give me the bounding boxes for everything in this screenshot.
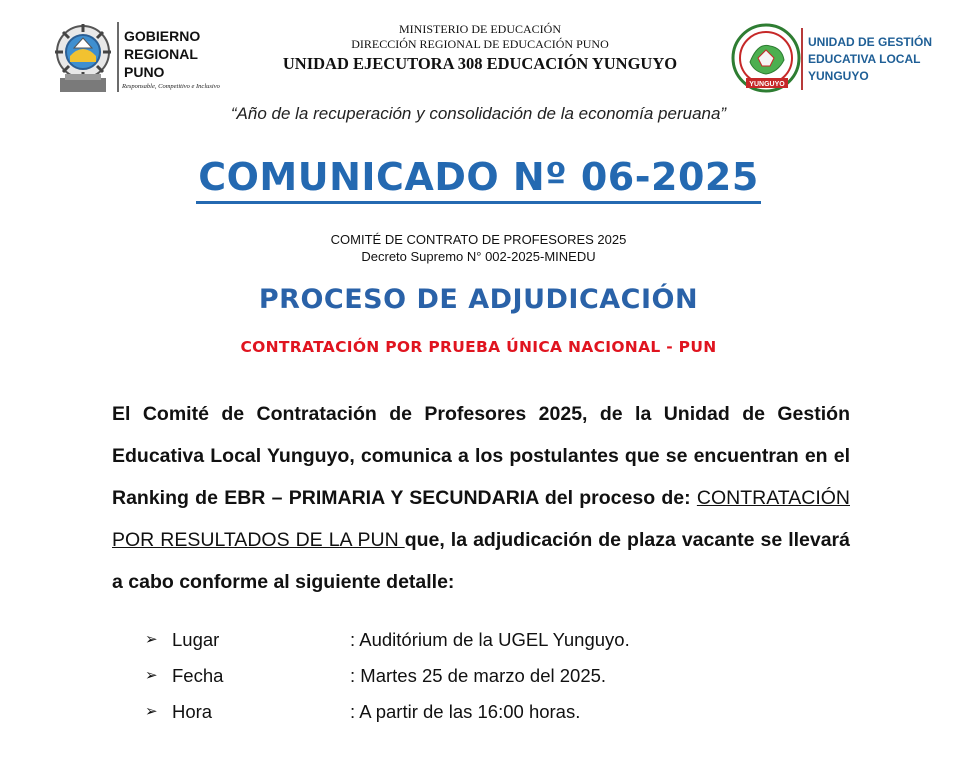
header-divider-left — [117, 22, 119, 92]
ugel-line-3: YUNGUYO — [808, 69, 869, 83]
body-underlined: CONTRATACIÓN POR RESULTADOS DE LA PUN — [112, 487, 850, 551]
gr-line-1: GOBIERNO — [124, 28, 201, 44]
ugel-line-1: UNIDAD DE GESTIÓN — [808, 35, 933, 49]
gr-line-2: REGIONAL — [124, 46, 198, 62]
detail-value: : A partir de las 16:00 horas. — [350, 701, 581, 722]
committee-name: COMITÉ DE CONTRATO DE PROFESORES 2025 — [330, 232, 627, 247]
communique-title — [0, 153, 957, 204]
body-part-2: que, la adjudicación de plaza vacante se llevará a cabo conforme al siguiente detalle: — [112, 529, 850, 593]
communique-title-text: COMUNICADO Nº 06-2025 — [196, 153, 761, 204]
body-part-1: El Comité de Contratación de Profesores 2025, de la Unidad de Gestión Educativa Local Yunguyo, comunica a los postulantes que se encuentran en el Ranking de EBR – PRIMARIA Y SECUNDARIA del proceso de: — [112, 403, 850, 509]
arrow-bullet-icon: ➢ — [145, 703, 158, 720]
detail-label: Lugar — [172, 629, 220, 650]
ugel-yunguyo-seal — [730, 22, 804, 96]
body-paragraph — [112, 393, 850, 603]
gr-slogan: Responsable, Competitivo e Inclusivo — [122, 83, 220, 90]
detail-value: : Martes 25 de marzo del 2025. — [350, 665, 607, 686]
process-title: PROCESO DE ADJUDICACIÓN — [258, 284, 699, 315]
arrow-bullet-icon: ➢ — [145, 631, 158, 648]
arrow-bullet-icon: ➢ — [145, 667, 158, 684]
ugel-name — [808, 34, 932, 85]
executing-unit: UNIDAD EJECUTORA 308 EDUCACIÓN YUNGUYO — [282, 54, 678, 73]
ministry-name: MINISTERIO DE EDUCACIÓN — [399, 22, 561, 36]
detail-value: : Auditórium de la UGEL Yunguyo. — [350, 629, 630, 650]
supreme-decree: Decreto Supremo N° 002-2025-MINEDU — [361, 249, 596, 264]
committee-block — [0, 231, 957, 265]
year-motto: “Año de la recuperación y consolidación de la economía peruana” — [230, 104, 727, 123]
regional-direction: DIRECCIÓN REGIONAL DE EDUCACIÓN PUNO — [351, 37, 609, 51]
header-divider-right — [801, 28, 803, 90]
gobierno-regional-puno-logo — [52, 22, 114, 98]
process-subtitle: CONTRATACIÓN POR PRUEBA ÚNICA NACIONAL - PUN — [240, 338, 717, 356]
detail-label: Hora — [172, 701, 213, 722]
institution-heading — [230, 22, 730, 75]
seal-banner-text: YUNGUYO — [749, 81, 785, 88]
gr-line-3: PUNO — [124, 64, 165, 80]
detail-label: Fecha — [172, 665, 224, 686]
ugel-line-2: EDUCATIVA LOCAL — [808, 52, 921, 66]
gobierno-regional-name — [124, 27, 200, 81]
